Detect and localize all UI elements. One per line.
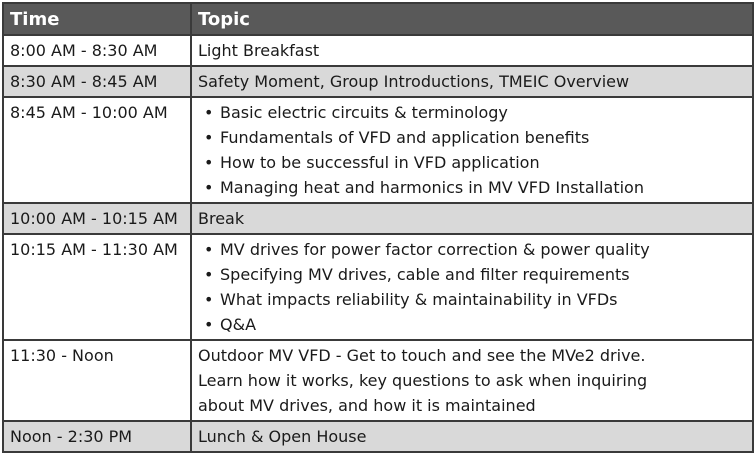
topic-cell: Break: [191, 203, 753, 234]
bullet-item: • MV drives for power factor correction & power quality: [220, 237, 746, 262]
bullet-item: • What impacts reliability & maintainability in VFDs: [220, 287, 746, 312]
topic-cell: [191, 97, 753, 203]
header-row: [3, 3, 753, 35]
time-cell: 8:45 AM - 10:00 AM: [3, 97, 191, 203]
schedule-row: [3, 35, 753, 66]
topic-cell: [191, 234, 753, 340]
topic-line: Outdoor MV VFD - Get to touch and see the MVe2 drive.: [198, 346, 646, 365]
bullet-item: • Basic electric circuits & terminology: [220, 100, 746, 125]
time-cell: 10:00 AM - 10:15 AM: [3, 203, 191, 234]
schedule-row: [3, 421, 753, 452]
time-cell: Noon - 2:30 PM: [3, 421, 191, 452]
topic-cell: Lunch & Open House: [191, 421, 753, 452]
time-cell: 8:00 AM - 8:30 AM: [3, 35, 191, 66]
topic-bullet-list: [198, 100, 746, 200]
time-cell: 10:15 AM - 11:30 AM: [3, 234, 191, 340]
schedule-row: [3, 234, 753, 340]
time-cell: 11:30 - Noon: [3, 340, 191, 421]
schedule-row: [3, 203, 753, 234]
topic-column-header: Topic: [191, 3, 753, 35]
bullet-item: • Specifying MV drives, cable and filter requirements: [220, 262, 746, 287]
schedule-row: [3, 340, 753, 421]
topic-cell: Light Breakfast: [191, 35, 753, 66]
bullet-item: • Managing heat and harmonics in MV VFD Installation: [220, 175, 746, 200]
time-column-header: Time: [3, 3, 191, 35]
topic-line: about MV drives, and how it is maintained: [198, 396, 536, 415]
topic-bullet-list: [198, 237, 746, 337]
schedule-row: [3, 97, 753, 203]
schedule-table: [2, 2, 754, 453]
time-cell: 8:30 AM - 8:45 AM: [3, 66, 191, 97]
bullet-item: • Fundamentals of VFD and application benefits: [220, 125, 746, 150]
topic-cell: Safety Moment, Group Introductions, TMEIC Overview: [191, 66, 753, 97]
bullet-item: • How to be successful in VFD application: [220, 150, 746, 175]
topic-line: Learn how it works, key questions to ask when inquiring: [198, 371, 648, 390]
bullet-item: • Q&A: [220, 312, 746, 337]
schedule-row: [3, 66, 753, 97]
topic-cell: [191, 340, 753, 421]
